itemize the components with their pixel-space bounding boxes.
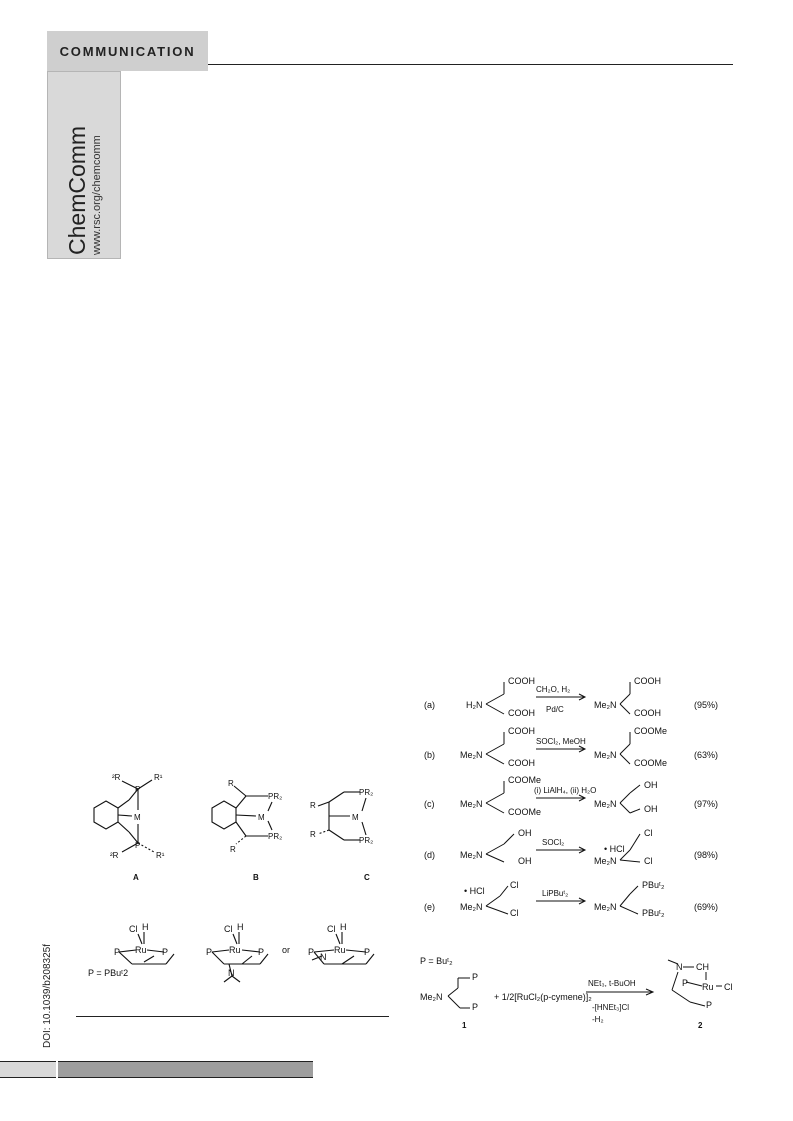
svg-text:PR₂: PR₂ <box>268 832 283 841</box>
svg-text:M: M <box>258 813 265 822</box>
svg-text:PBuᵗ₂: PBuᵗ₂ <box>642 880 665 890</box>
svg-text:P: P <box>472 972 479 982</box>
svg-text:P: P <box>162 947 169 957</box>
compound-label-2: 2 <box>698 1021 703 1030</box>
svg-text:OH: OH <box>518 856 532 866</box>
svg-text:M: M <box>134 813 141 822</box>
svg-text:(d): (d) <box>424 850 435 860</box>
svg-text:Me₂N: Me₂N <box>460 750 483 760</box>
journal-brand: ChemComm <box>64 125 90 255</box>
svg-text:(97%): (97%) <box>694 799 719 809</box>
svg-text:LiPBuᵗ₂: LiPBuᵗ₂ <box>542 889 569 898</box>
svg-text:Cl: Cl <box>644 856 653 866</box>
svg-text:P: P <box>682 978 689 988</box>
figure-pincer-structures <box>74 740 404 890</box>
footer-bar-right <box>58 1061 313 1078</box>
svg-text:Me₂N: Me₂N <box>594 799 617 809</box>
svg-text:• HCl: • HCl <box>604 844 625 854</box>
svg-text:P: P <box>472 1002 479 1012</box>
section-label: COMMUNICATION <box>47 31 208 71</box>
svg-text:PR₂: PR₂ <box>359 836 374 845</box>
svg-text:P: P <box>364 947 371 957</box>
svg-text:Cl: Cl <box>224 924 233 934</box>
svg-text:COOMe: COOMe <box>634 758 668 768</box>
step-label: (a) <box>424 700 435 710</box>
svg-text:COOMe: COOMe <box>508 807 542 817</box>
svg-text:P: P <box>135 841 141 850</box>
svg-text:Cl: Cl <box>327 924 336 934</box>
svg-text:R: R <box>310 801 316 810</box>
svg-text:COOH: COOH <box>508 708 535 718</box>
svg-text:Cl: Cl <box>510 880 519 890</box>
svg-text:N: N <box>228 968 235 978</box>
svg-text:Me₂N: Me₂N <box>594 750 617 760</box>
or-label: or <box>282 945 291 955</box>
svg-text:PR₂: PR₂ <box>268 792 283 801</box>
svg-text:P: P <box>206 947 213 957</box>
svg-text:Me₂N: Me₂N <box>460 850 483 860</box>
svg-text:M: M <box>352 813 359 822</box>
svg-text:SOCl₂: SOCl₂ <box>542 838 565 847</box>
svg-text:H: H <box>142 922 149 932</box>
figure-ruthenium-complexes <box>84 920 394 992</box>
header-rule <box>208 64 733 65</box>
svg-text:SOCl₂, MeOH: SOCl₂, MeOH <box>536 737 586 746</box>
svg-text:Cl: Cl <box>644 828 653 838</box>
svg-text:H: H <box>237 922 244 932</box>
svg-text:COOH: COOH <box>508 758 535 768</box>
svg-text:(b): (b) <box>424 750 435 760</box>
svg-text:COOMe: COOMe <box>634 726 668 736</box>
svg-text:OH: OH <box>518 828 532 838</box>
svg-text:(i) LiAlH₄, (ii) H₂O: (i) LiAlH₄, (ii) H₂O <box>534 786 597 795</box>
svg-text:P: P <box>135 785 141 794</box>
svg-text:COOH: COOH <box>508 726 535 736</box>
svg-text:CH₂O, H₂: CH₂O, H₂ <box>536 685 571 694</box>
structure-label-c: C <box>364 873 370 882</box>
svg-text:COOMe: COOMe <box>508 775 542 785</box>
figure-rule <box>76 1016 389 1017</box>
svg-text:P: P <box>258 947 265 957</box>
svg-text:(c): (c) <box>424 799 435 809</box>
svg-text:(e): (e) <box>424 902 435 912</box>
svg-text:Me₂N: Me₂N <box>420 992 443 1002</box>
svg-text:OH: OH <box>644 780 658 790</box>
svg-text:Me₂N: Me₂N <box>594 700 617 710</box>
svg-text:P: P <box>308 947 315 957</box>
svg-text:• HCl: • HCl <box>464 886 485 896</box>
svg-text:R¹: R¹ <box>154 773 163 782</box>
p-definition-left: P = PBuᵗ2 <box>88 968 129 978</box>
yield: (95%) <box>694 700 719 710</box>
svg-text:COOH: COOH <box>634 676 661 686</box>
compound-label-1: 1 <box>462 1021 467 1030</box>
svg-text:(69%): (69%) <box>694 902 719 912</box>
reagent-label: + 1/2[RuCl₂(p-cymene)]₂ <box>494 992 592 1002</box>
footer-bar-left <box>0 1061 56 1078</box>
svg-text:R: R <box>310 830 316 839</box>
svg-text:Ru: Ru <box>334 945 346 955</box>
scheme-complex-formation <box>420 952 750 1042</box>
svg-text:(98%): (98%) <box>694 850 719 860</box>
svg-text:Me₂N: Me₂N <box>594 902 617 912</box>
svg-text:H₂N: H₂N <box>466 700 483 710</box>
svg-text:COOH: COOH <box>634 708 661 718</box>
journal-logo-bar <box>47 71 121 259</box>
svg-text:R: R <box>228 779 234 788</box>
svg-text:R¹: R¹ <box>156 851 165 860</box>
svg-text:-H₂: -H₂ <box>592 1015 604 1024</box>
svg-text:P: P <box>706 1000 713 1010</box>
svg-text:CH: CH <box>696 962 709 972</box>
svg-text:H: H <box>340 922 347 932</box>
svg-text:Ru: Ru <box>135 945 147 955</box>
svg-text:Cl: Cl <box>510 908 519 918</box>
svg-text:(63%): (63%) <box>694 750 719 760</box>
svg-text:R: R <box>230 845 236 854</box>
svg-text:OH: OH <box>644 804 658 814</box>
svg-text:²R: ²R <box>110 851 119 860</box>
svg-text:Me₂N: Me₂N <box>594 856 617 866</box>
p-definition-right: P = Buᵗ₂ <box>420 956 453 966</box>
journal-url[interactable]: www.rsc.org/chemcomm <box>91 135 103 255</box>
structure-label-a: A <box>133 873 139 882</box>
svg-text:Ru: Ru <box>229 945 241 955</box>
svg-text:²R: ²R <box>112 773 121 782</box>
svg-text:N: N <box>320 952 327 962</box>
svg-text:PR₂: PR₂ <box>359 788 374 797</box>
svg-text:P: P <box>114 947 121 957</box>
structure-label-b: B <box>253 873 259 882</box>
svg-text:-[HNEt₃]Cl: -[HNEt₃]Cl <box>592 1003 630 1012</box>
svg-text:Pd/C: Pd/C <box>546 705 564 714</box>
svg-text:Me₂N: Me₂N <box>460 902 483 912</box>
svg-text:Ru: Ru <box>702 982 714 992</box>
doi-label: DOI: 10.1039/b208325f <box>42 944 53 1048</box>
svg-text:Cl: Cl <box>129 924 138 934</box>
svg-text:Me₂N: Me₂N <box>460 799 483 809</box>
svg-text:Cl: Cl <box>724 982 733 992</box>
svg-text:PBuᵗ₂: PBuᵗ₂ <box>642 908 665 918</box>
scheme-synthesis-steps <box>424 672 744 922</box>
svg-text:COOH: COOH <box>508 676 535 686</box>
svg-text:NEt₃, t-BuOH: NEt₃, t-BuOH <box>588 979 636 988</box>
svg-text:N: N <box>676 962 683 972</box>
